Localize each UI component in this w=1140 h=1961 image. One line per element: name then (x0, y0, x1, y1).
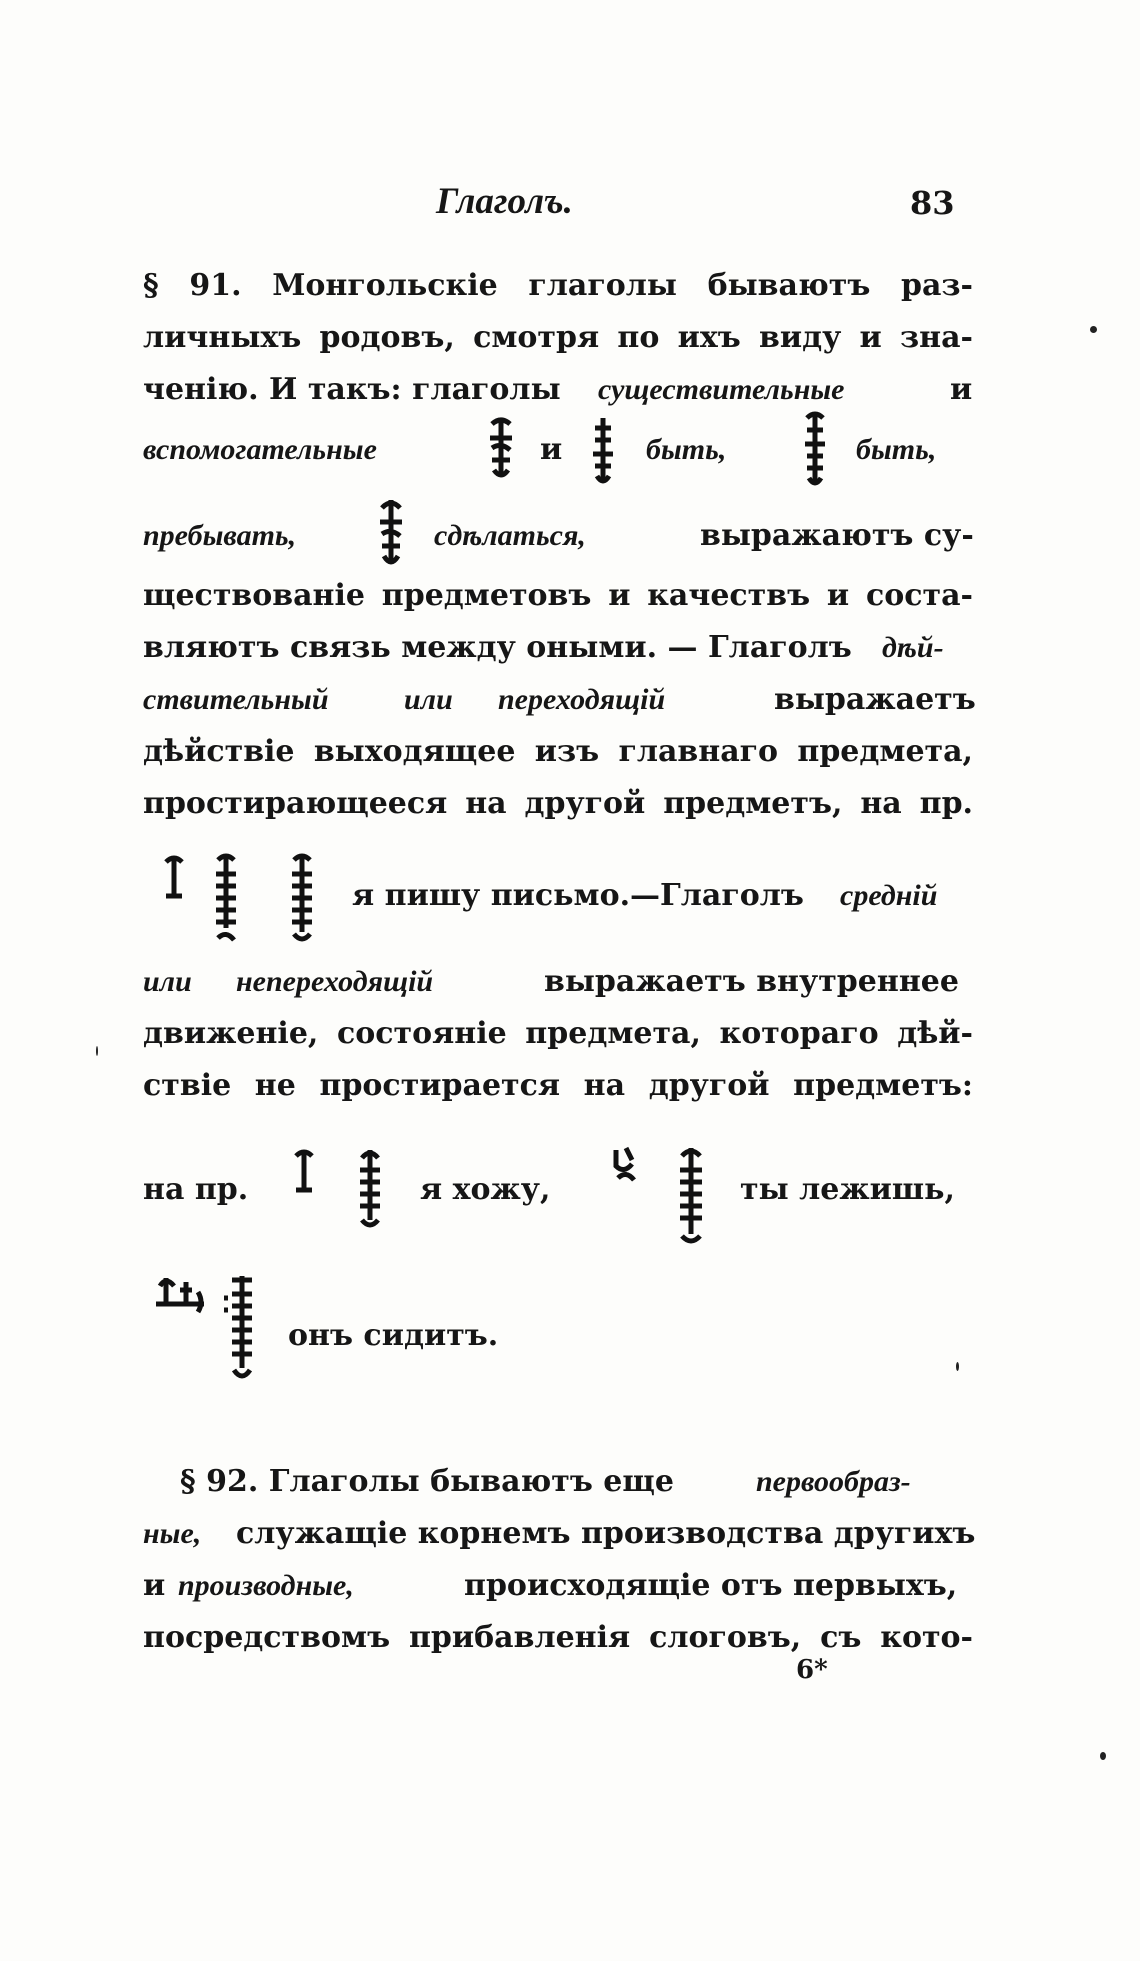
scan-speck (1100, 1752, 1106, 1760)
italic-term: существительные (598, 373, 845, 406)
mongolian-word-glyph (588, 414, 618, 490)
text-span: служащіе корнемъ производства другихъ (236, 1516, 976, 1551)
mongolian-word-glyph (352, 1146, 388, 1232)
italic-term: быть, (646, 433, 727, 466)
text-span: я пишу письмо.—Глаголъ (352, 878, 804, 913)
mongolian-word-glyph (290, 1146, 318, 1196)
text-line: ствіе не простирается на другой предметъ: (143, 1068, 973, 1103)
italic-term: средній (840, 879, 938, 912)
mongolian-word-glyph (800, 408, 830, 492)
italic-term: быть, (856, 433, 937, 466)
italic-term: ные, (143, 1517, 202, 1550)
italic-term: непереходящій (236, 965, 434, 998)
text-span: на пр. (143, 1172, 249, 1207)
mongolian-word-glyph (284, 850, 320, 946)
text-span: происходящіе отъ первыхъ, (464, 1568, 958, 1603)
mongolian-word-glyph (484, 414, 518, 484)
text-span: выражаетъ (774, 682, 976, 717)
text-line: простирающееся на другой предметъ, на пр. (143, 786, 973, 821)
text-span: вляютъ связь между оными. — Глаголъ (143, 630, 852, 665)
mongolian-word-glyph (208, 850, 244, 946)
text-span: и (540, 432, 563, 467)
text-span: я хожу, (420, 1172, 551, 1207)
scan-speck (96, 1046, 98, 1056)
text-span: ченію. И такъ: глаголы (143, 372, 561, 407)
italic-term: ствительный (143, 683, 329, 716)
text-line: посредствомъ прибавленія слоговъ, съ кото- (143, 1620, 973, 1655)
italic-term: или (143, 965, 192, 998)
text-span: онъ сидитъ. (288, 1318, 499, 1353)
text-span: § 92. Глаголы бываютъ еще (180, 1464, 674, 1499)
text-span: и (143, 1568, 166, 1603)
signature-mark: 6* (796, 1655, 828, 1685)
running-header: Глаголъ. (436, 181, 573, 222)
italic-term: производные, (178, 1569, 354, 1602)
text-line: движеніе, состояніе предмета, котораго дѣй- (143, 1016, 973, 1051)
mongolian-word-glyph (672, 1144, 710, 1250)
italic-term: переходящій (498, 683, 666, 716)
text-line: ществованіе предметовъ и качествъ и соста- (143, 578, 973, 613)
mongolian-word-glyph (608, 1144, 640, 1184)
italic-term: дѣй- (882, 631, 944, 664)
italic-term: пребывать, (143, 519, 297, 552)
text-line: личныхъ родовъ, смотря по ихъ виду и зна- (143, 320, 973, 355)
page-number: 83 (910, 184, 955, 222)
italic-term: вспомогательные (143, 433, 377, 466)
mongolian-word-glyph (160, 852, 188, 902)
mongolian-word-glyph (220, 1272, 260, 1384)
text-line: дѣйствіе выходящее изъ главнаго предмета, (143, 734, 973, 769)
italic-term: первообраз- (756, 1465, 911, 1498)
mongolian-word-glyph (150, 1272, 210, 1318)
italic-term: сдѣлаться, (434, 519, 586, 552)
scan-speck (1090, 326, 1097, 333)
text-span: выражаютъ су- (700, 518, 974, 553)
mongolian-word-glyph (374, 496, 408, 572)
text-span: ты лежишь, (740, 1172, 955, 1207)
scan-speck (956, 1362, 959, 1371)
italic-term: или (404, 683, 453, 716)
text-span: выражаетъ внутреннее (544, 964, 959, 999)
text-span: и (950, 372, 973, 407)
text-line: § 91. Монгольскіе глаголы бываютъ раз- (143, 268, 973, 303)
